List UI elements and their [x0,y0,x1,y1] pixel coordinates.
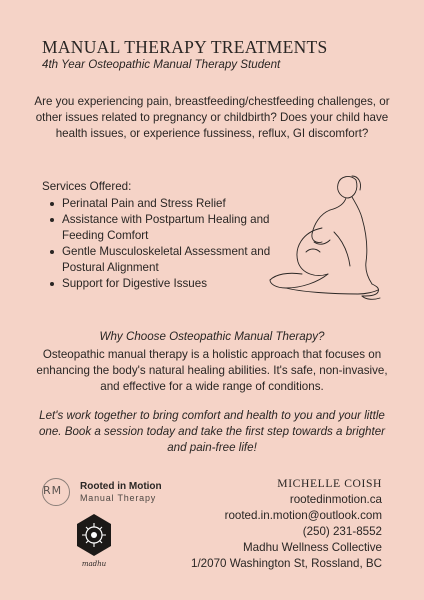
why-body: Osteopathic manual therapy is a holistic approach that focuses on enhancing the body's natural healing abilities. It's safe, non-invasive, and effective for a wide range of conditions. [36,348,388,393]
pregnant-figure-illustration [262,170,386,310]
madhu-hexagon-icon [74,512,114,560]
contact-name: MICHELLE COISH [277,477,382,490]
intro-paragraph: Are you experiencing pain, breastfeeding/chestfeeding challenges, or other issues related to pregnancy or childbirth? Does your child have health issues, or experience fussiness, reflux, GI discomfort? [34,95,390,140]
brand-tagline: Manual Therapy [80,493,157,503]
contact-website[interactable]: rootedinmotion.ca [289,493,382,506]
services-heading: Services Offered: [42,180,132,193]
page-subtitle: 4th Year Osteopathic Manual Therapy Student [42,58,281,71]
contact-location: Madhu Wellness Collective [243,541,382,554]
brand-name: Rooted in Motion [80,481,162,492]
services-list [46,196,286,292]
madhu-logo [74,512,114,574]
contact-email[interactable]: rooted.in.motion@outlook.com [224,509,382,522]
service-item: Perinatal Pain and Stress Relief [46,196,286,212]
why-heading: Why Choose Osteopathic Manual Therapy? [99,330,325,343]
contact-phone[interactable]: (250) 231-8552 [302,525,382,538]
brand-monogram: RM [43,484,63,497]
service-item: Support for Digestive Issues [46,276,286,292]
service-item: Gentle Musculoskeletal Assessment and Postural Alignment [46,244,286,276]
contact-address: 1/2070 Washington St, Rossland, BC [191,557,382,570]
brand-logo [42,478,182,508]
closing-message: Let's work together to bring comfort and health to you and your little one. Book a session today and take the first step towards a brighter and pain-free life! [38,409,386,454]
service-item: Assistance with Postpartum Healing and Feeding Comfort [46,212,286,244]
madhu-logo-text: madhu [81,560,107,568]
contact-block [162,476,382,572]
page-title: MANUAL THERAPY TREATMENTS [42,37,328,57]
